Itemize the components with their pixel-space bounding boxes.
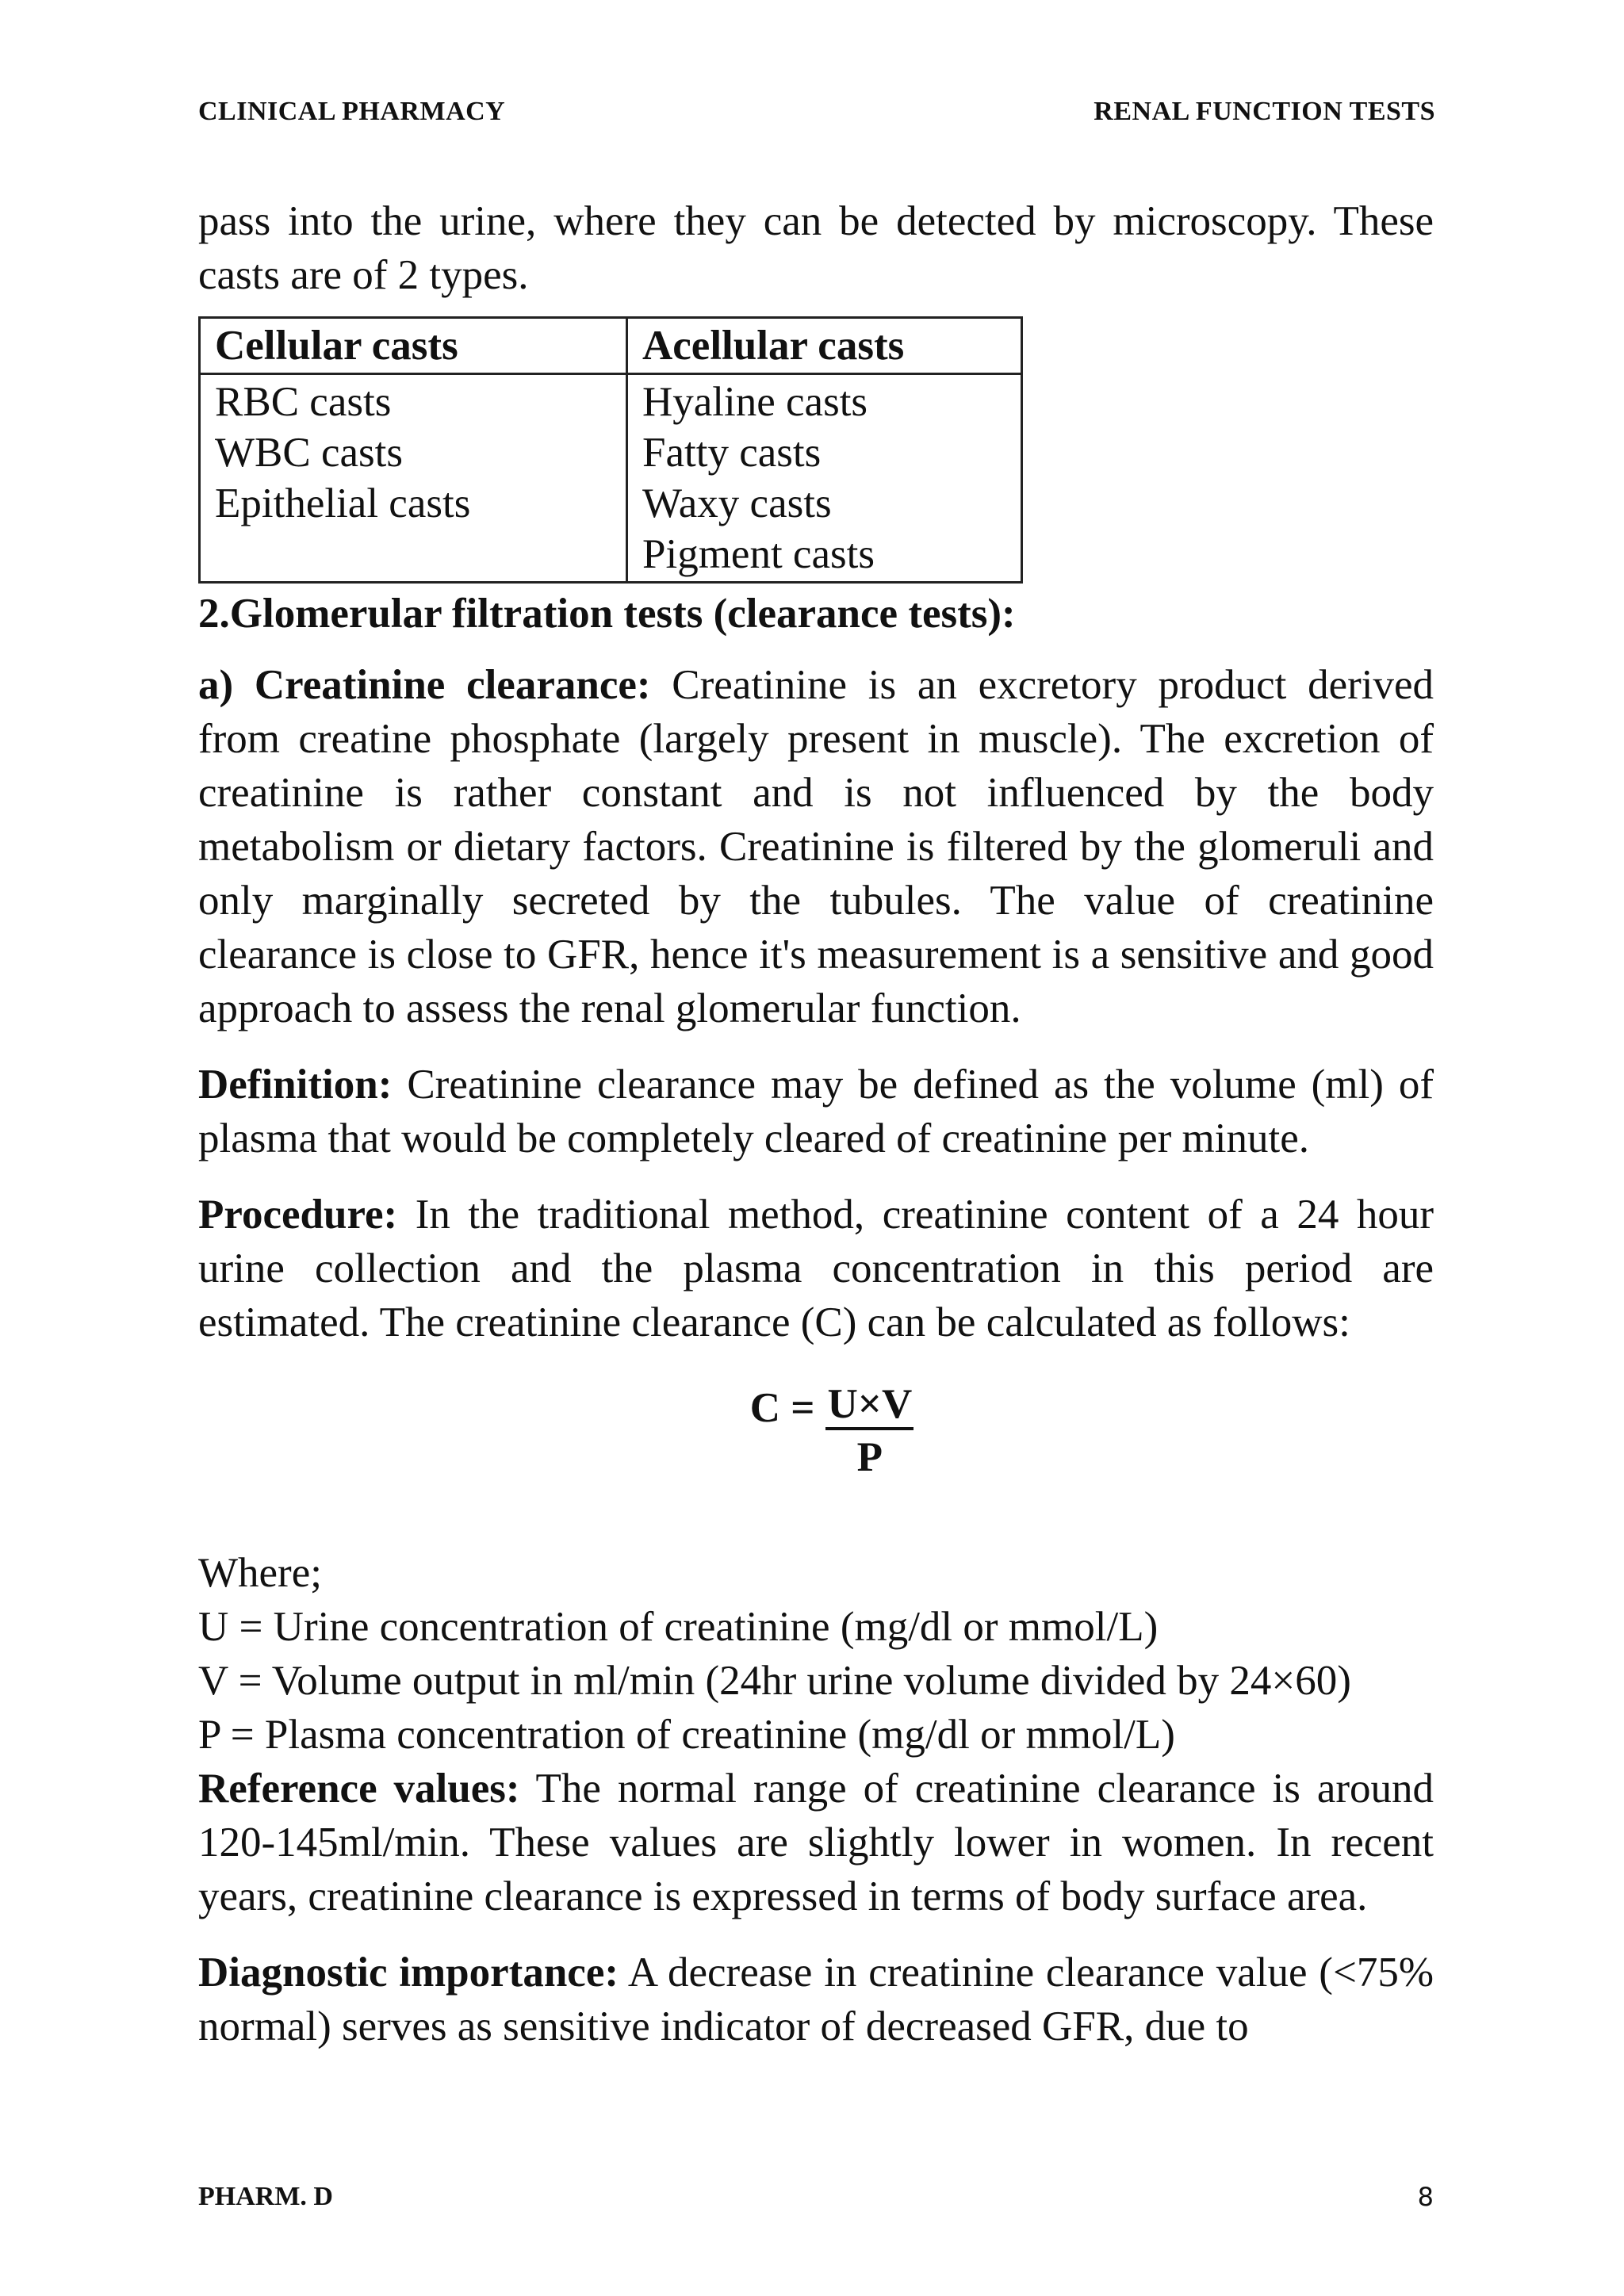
table-header-row [200, 318, 1022, 374]
diagnostic-paragraph [198, 1946, 1434, 2053]
definition-line: P = Plasma concentration of creatinine (mg/dl or mmol/L) [198, 1712, 1175, 1758]
creatinine-paragraph [198, 658, 1434, 1035]
table-header-acellular: Acellular casts [627, 318, 1022, 374]
formula-fraction [825, 1381, 914, 1484]
clearance-formula [198, 1381, 1434, 1484]
formula-denominator: P [856, 1434, 883, 1480]
variable-definitions [198, 1546, 1434, 1762]
intro-paragraph: pass into the urine, where they can be detected by microscopy. These casts are of 2 types. [198, 198, 1434, 298]
reference-paragraph [198, 1762, 1434, 1923]
table-row [200, 374, 1022, 583]
procedure-label: Procedure: [198, 1192, 398, 1238]
definition-paragraph [198, 1058, 1434, 1165]
list-item: Fatty casts [642, 430, 822, 476]
definition-label: Definition: [198, 1062, 393, 1108]
definition-text: Creatinine clearance may be defined as the volume (ml) of plasma that would be completely cleared of creatinine per minute. [198, 1062, 1434, 1161]
where-intro: Where; [198, 1550, 322, 1596]
header-left: CLINICAL PHARMACY [198, 97, 506, 126]
section-heading: 2.Glomerular filtration tests (clearance tests): [198, 591, 1016, 637]
footer-left: PHARM. D [198, 2182, 333, 2211]
list-item: Hyaline casts [642, 379, 868, 425]
page-number: 8 [1417, 2182, 1434, 2212]
procedure-text: In the traditional method, creatinine content of a 24 hour urine collection and the plasma concentration in this period are estimated. The creatinine clearance (C) can be calculated as follows: [198, 1192, 1434, 1345]
creatinine-label: a) Creatinine clearance: [198, 662, 651, 708]
reference-label: Reference values: [198, 1766, 520, 1812]
list-item: Waxy casts [642, 480, 832, 526]
list-item: WBC casts [215, 430, 403, 476]
page-content [198, 194, 1434, 2053]
cellular-casts-cell [200, 374, 627, 583]
creatinine-text: Creatinine is an excretory product derived from creatine phosphate (largely present in muscle). The excretion of creatinine is rather constant and is not influenced by the body metabolism or dietary factors. Creatinine is filtered by the glomeruli and only marginally secreted by the tubules. The value of creatinine clearance is close to GFR, hence it's measurement is a sensitive and good approach to assess the renal glomerular function. [198, 662, 1434, 1031]
definition-line: V = Volume output in ml/min (24hr urine volume divided by 24×60) [198, 1658, 1351, 1704]
casts-table [198, 316, 1023, 584]
list-item: RBC casts [215, 379, 392, 425]
procedure-paragraph [198, 1188, 1434, 1349]
reference-text: The normal range of creatinine clearance is around 120-145ml/min. These values are slightly lower in women. In recent years, creatinine clearance is expressed in terms of body surface area. [198, 1766, 1434, 1919]
page-footer [198, 2182, 1434, 2212]
acellular-casts-cell [627, 374, 1022, 583]
definition-line: U = Urine concentration of creatinine (mg/dl or mmol/L) [198, 1604, 1159, 1650]
header-right: RENAL FUNCTION TESTS [1094, 97, 1435, 126]
formula-lhs: C = [749, 1385, 815, 1431]
diagnostic-text: A decrease in creatinine clearance value (<75% normal) serves as sensitive indicator of decreased GFR, due to [198, 1950, 1434, 2049]
diagnostic-label: Diagnostic importance: [198, 1950, 619, 1996]
list-item: Pigment casts [642, 531, 875, 577]
formula-numerator: U×V [825, 1381, 914, 1430]
list-item: Epithelial casts [215, 480, 471, 526]
running-header [198, 97, 1435, 127]
table-header-cellular: Cellular casts [200, 318, 627, 374]
